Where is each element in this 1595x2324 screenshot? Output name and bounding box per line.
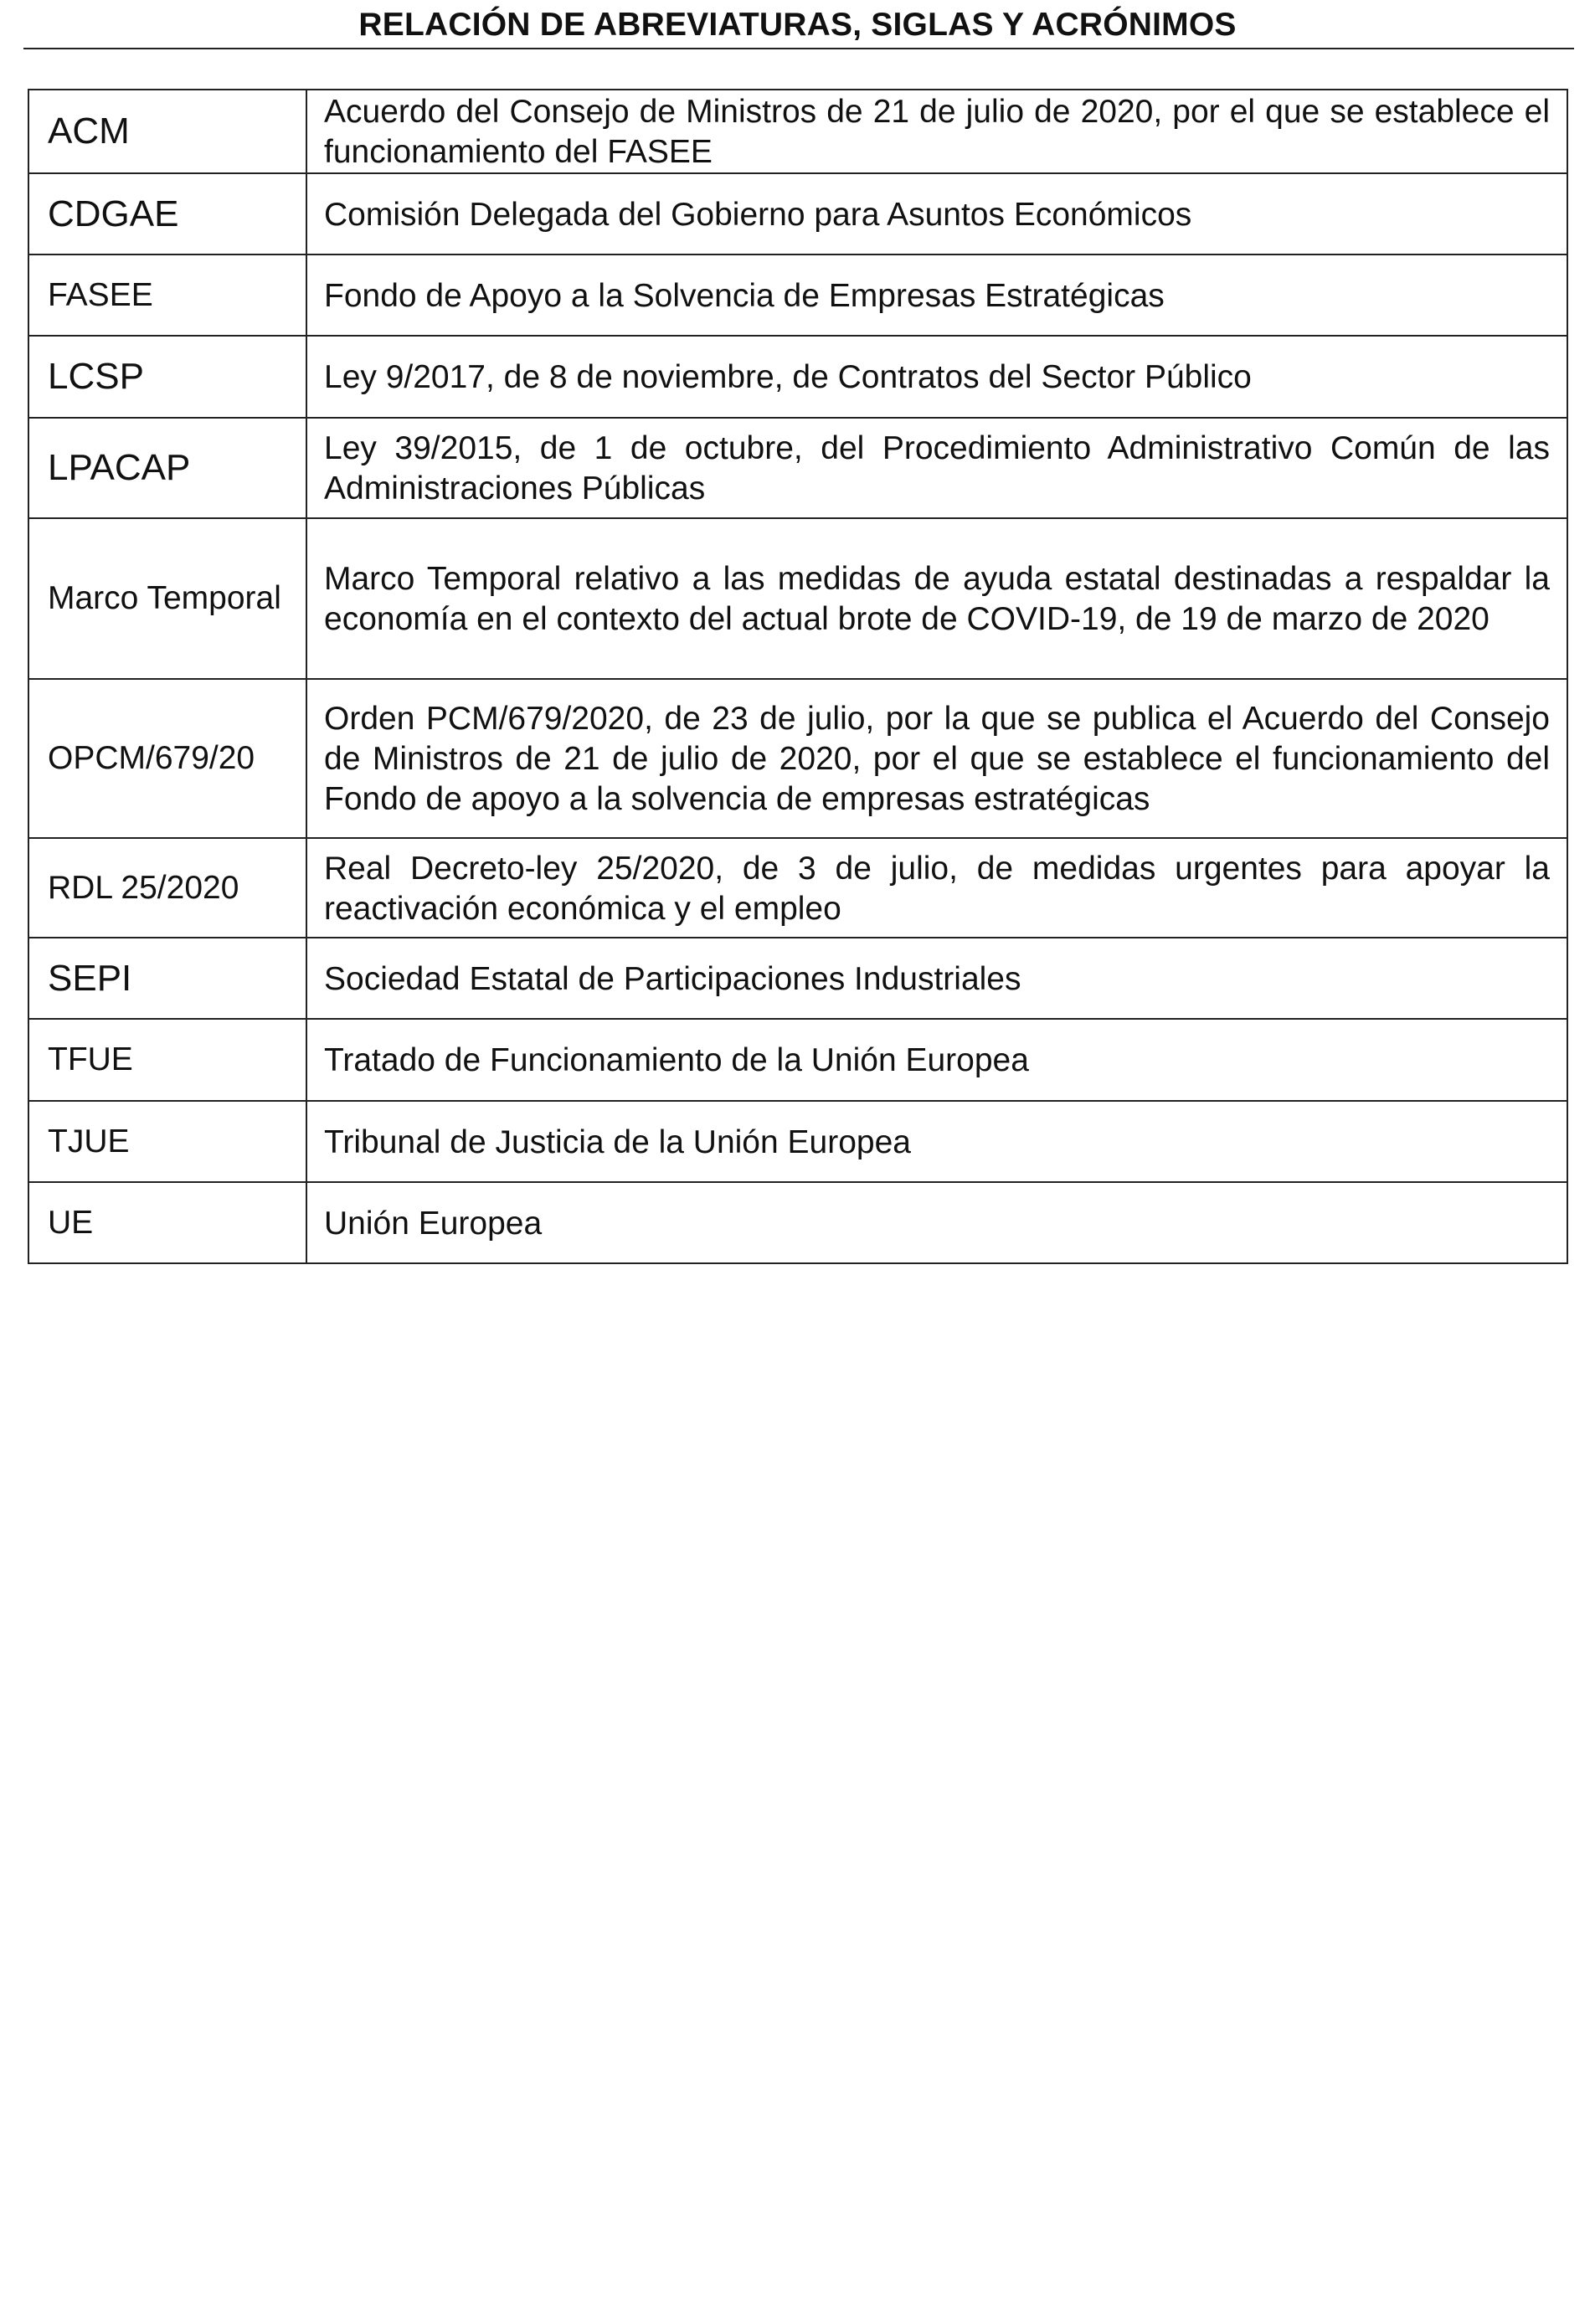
abbreviation-cell: TFUE bbox=[28, 1019, 306, 1101]
abbreviation-cell: TJUE bbox=[28, 1101, 306, 1182]
table-row bbox=[28, 255, 1567, 336]
title-divider bbox=[23, 48, 1574, 49]
table-row bbox=[28, 336, 1567, 418]
abbreviation-cell: UE bbox=[28, 1182, 306, 1263]
table-row bbox=[28, 1019, 1567, 1101]
definition-cell: Sociedad Estatal de Participaciones Industriales bbox=[306, 938, 1567, 1019]
abbreviation-cell: SEPI bbox=[28, 938, 306, 1019]
definition-cell: Marco Temporal relativo a las medidas de ayuda estatal destinadas a respaldar la economía en el contexto del actual brote de COVID-19, de 19 de marzo de 2020 bbox=[306, 518, 1567, 679]
table-row bbox=[28, 518, 1567, 679]
definition-cell: Ley 9/2017, de 8 de noviembre, de Contratos del Sector Público bbox=[306, 336, 1567, 418]
definition-cell: Ley 39/2015, de 1 de octubre, del Procedimiento Administrativo Común de las Administraciones Públicas bbox=[306, 418, 1567, 518]
table-row bbox=[28, 173, 1567, 255]
table-row bbox=[28, 1182, 1567, 1263]
abbreviation-cell: FASEE bbox=[28, 255, 306, 336]
abbreviation-cell: ACM bbox=[28, 90, 306, 173]
definition-cell: Real Decreto-ley 25/2020, de 3 de julio, de medidas urgentes para apoyar la reactivación económica y el empleo bbox=[306, 838, 1567, 938]
definition-cell: Comisión Delegada del Gobierno para Asuntos Económicos bbox=[306, 173, 1567, 255]
table-row bbox=[28, 938, 1567, 1019]
table-row bbox=[28, 418, 1567, 518]
abbreviation-cell: CDGAE bbox=[28, 173, 306, 255]
abbreviation-cell: Marco Temporal bbox=[28, 518, 306, 679]
definition-cell: Fondo de Apoyo a la Solvencia de Empresas Estratégicas bbox=[306, 255, 1567, 336]
definition-cell: Tratado de Funcionamiento de la Unión Europea bbox=[306, 1019, 1567, 1101]
table-row bbox=[28, 90, 1567, 173]
definition-cell: Tribunal de Justicia de la Unión Europea bbox=[306, 1101, 1567, 1182]
definition-cell: Orden PCM/679/2020, de 23 de julio, por la que se publica el Acuerdo del Consejo de Ministros de 21 de julio de 2020, por el que se establece el funcionamiento del Fondo de apoyo a la solvencia de empresas estratégicas bbox=[306, 679, 1567, 838]
abbreviations-table bbox=[28, 89, 1568, 1264]
abbreviation-cell: LPACAP bbox=[28, 418, 306, 518]
abbreviation-cell: RDL 25/2020 bbox=[28, 838, 306, 938]
abbreviation-cell: OPCM/679/20 bbox=[28, 679, 306, 838]
page-title: RELACIÓN DE ABREVIATURAS, SIGLAS Y ACRÓNIMOS bbox=[358, 7, 1237, 43]
table-row bbox=[28, 1101, 1567, 1182]
table-row bbox=[28, 838, 1567, 938]
abbreviation-cell: LCSP bbox=[28, 336, 306, 418]
table-row bbox=[28, 679, 1567, 838]
definition-cell: Unión Europea bbox=[306, 1182, 1567, 1263]
definition-cell: Acuerdo del Consejo de Ministros de 21 de julio de 2020, por el que se establece el funcionamiento del FASEE bbox=[306, 90, 1567, 173]
